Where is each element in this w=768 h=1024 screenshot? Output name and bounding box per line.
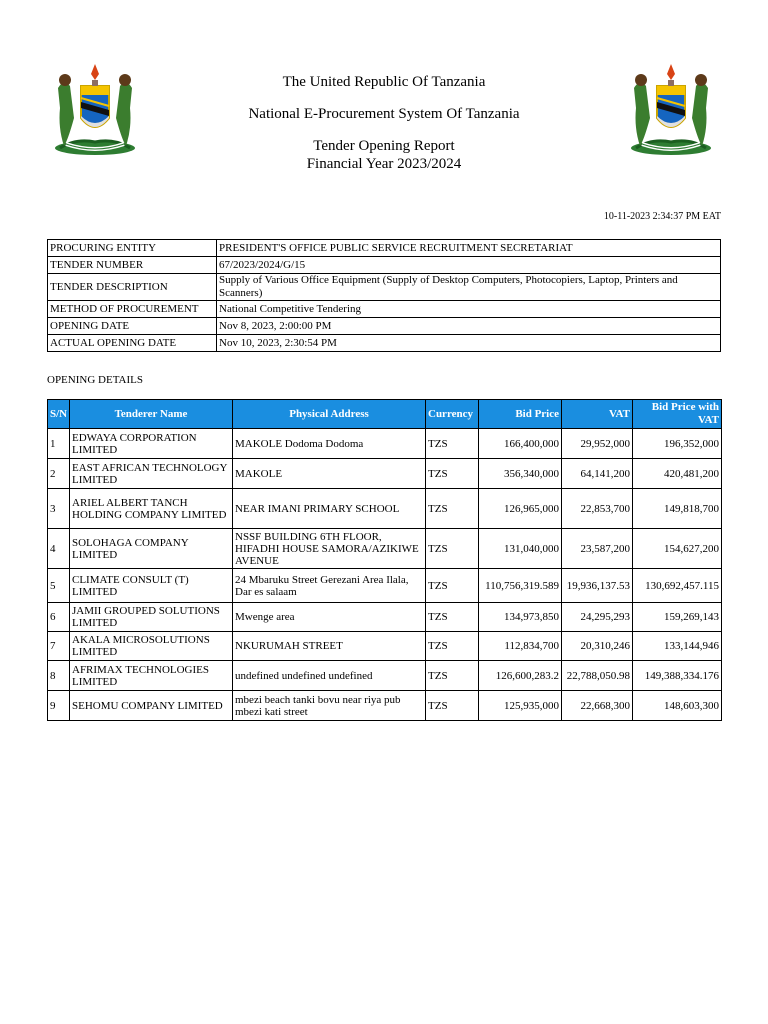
cell-bid-price: 125,935,000 [479,691,562,721]
cell-address: NKURUMAH STREET [233,632,426,661]
table-row [48,459,722,489]
info-label: TENDER NUMBER [48,257,217,274]
info-row [48,301,721,318]
cell-currency: TZS [426,603,479,632]
info-label: ACTUAL OPENING DATE [48,335,217,352]
cell-tenderer: ARIEL ALBERT TANCH HOLDING COMPANY LIMITED [70,489,233,529]
info-label: METHOD OF PROCUREMENT [48,301,217,318]
cell-bid-price: 126,965,000 [479,489,562,529]
cell-bid-price: 110,756,319.589 [479,569,562,603]
cell-tenderer: SEHOMU COMPANY LIMITED [70,691,233,721]
header-title-report: Tender Opening Report [313,138,455,154]
table-row [48,429,722,459]
info-value: PRESIDENT'S OFFICE PUBLIC SERVICE RECRUITMENT SECRETARIAT [217,240,721,257]
header-title-year: Financial Year 2023/2024 [306,156,462,172]
cell-bid-price-vat: 149,818,700 [633,489,722,529]
cell-tenderer: AKALA MICROSOLUTIONS LIMITED [70,632,233,661]
info-value: 67/2023/2024/G/15 [217,257,721,274]
col-header-currency: Currency [426,400,479,429]
cell-vat: 20,310,246 [562,632,633,661]
cell-vat: 22,853,700 [562,489,633,529]
cell-vat: 19,936,137.53 [562,569,633,603]
cell-sn: 7 [48,632,70,661]
section-title: OPENING DETAILS [47,374,143,386]
cell-sn: 3 [48,489,70,529]
cell-bid-price-vat: 159,269,143 [633,603,722,632]
col-header-bid-price-vat: Bid Price with VAT [633,400,722,429]
table-row [48,569,722,603]
cell-address: NEAR IMANI PRIMARY SCHOOL [233,489,426,529]
table-row [48,529,722,569]
cell-tenderer: JAMII GROUPED SOLUTIONS LIMITED [70,603,233,632]
cell-vat: 22,668,300 [562,691,633,721]
cell-vat: 23,587,200 [562,529,633,569]
cell-sn: 4 [48,529,70,569]
report-timestamp: 10-11-2023 2:34:37 PM EAT [603,211,721,222]
cell-bid-price: 134,973,850 [479,603,562,632]
table-row [48,489,722,529]
cell-bid-price: 126,600,283.2 [479,661,562,691]
cell-currency: TZS [426,661,479,691]
cell-vat: 29,952,000 [562,429,633,459]
cell-address: MAKOLE Dodoma Dodoma [233,429,426,459]
cell-sn: 9 [48,691,70,721]
info-row [48,257,721,274]
col-header-vat: VAT [562,400,633,429]
info-value: National Competitive Tendering [217,301,721,318]
cell-sn: 2 [48,459,70,489]
bids-table [47,399,722,721]
cell-address: undefined undefined undefined [233,661,426,691]
cell-bid-price: 131,040,000 [479,529,562,569]
info-value: Nov 10, 2023, 2:30:54 PM [217,335,721,352]
cell-vat: 24,295,293 [562,603,633,632]
cell-currency: TZS [426,429,479,459]
info-row [48,318,721,335]
cell-bid-price-vat: 154,627,200 [633,529,722,569]
col-header-address: Physical Address [233,400,426,429]
info-row [48,240,721,257]
info-label: TENDER DESCRIPTION [48,274,217,301]
cell-bid-price: 112,834,700 [479,632,562,661]
cell-tenderer: SOLOHAGA COMPANY LIMITED [70,529,233,569]
cell-currency: TZS [426,489,479,529]
bids-header-row [48,400,722,429]
col-header-tenderer: Tenderer Name [70,400,233,429]
info-row [48,335,721,352]
cell-bid-price-vat: 196,352,000 [633,429,722,459]
cell-sn: 1 [48,429,70,459]
header-title-system: National E-Procurement System Of Tanzania [248,106,520,122]
cell-bid-price-vat: 130,692,457.115 [633,569,722,603]
table-row [48,691,722,721]
col-header-bid-price: Bid Price [479,400,562,429]
cell-tenderer: AFRIMAX TECHNOLOGIES LIMITED [70,661,233,691]
col-header-sn: S/N [48,400,70,429]
info-label: OPENING DATE [48,318,217,335]
cell-bid-price: 356,340,000 [479,459,562,489]
cell-bid-price-vat: 148,603,300 [633,691,722,721]
info-value: Supply of Various Office Equipment (Supply of Desktop Computers, Photocopiers, Laptop, Printers and Scanners) [217,274,721,301]
cell-bid-price-vat: 420,481,200 [633,459,722,489]
cell-bid-price-vat: 149,388,334.176 [633,661,722,691]
cell-currency: TZS [426,569,479,603]
table-row [48,632,722,661]
cell-currency: TZS [426,632,479,661]
cell-sn: 8 [48,661,70,691]
cell-sn: 5 [48,569,70,603]
cell-bid-price-vat: 133,144,946 [633,632,722,661]
cell-address: Mwenge area [233,603,426,632]
cell-address: MAKOLE [233,459,426,489]
cell-sn: 6 [48,603,70,632]
cell-currency: TZS [426,529,479,569]
table-row [48,661,722,691]
cell-currency: TZS [426,691,479,721]
header-title-country: The United Republic Of Tanzania [282,74,486,90]
cell-currency: TZS [426,459,479,489]
table-row [48,603,722,632]
cell-address: 24 Mbaruku Street Gerezani Area Ilala, Dar es salaam [233,569,426,603]
cell-bid-price: 166,400,000 [479,429,562,459]
cell-tenderer: EDWAYA CORPORATION LIMITED [70,429,233,459]
info-label: PROCURING ENTITY [48,240,217,257]
cell-tenderer: CLIMATE CONSULT (T) LIMITED [70,569,233,603]
cell-vat: 22,788,050.98 [562,661,633,691]
info-row [48,274,721,301]
cell-address: mbezi beach tanki bovu near riya pub mbezi kati street [233,691,426,721]
cell-vat: 64,141,200 [562,459,633,489]
info-value: Nov 8, 2023, 2:00:00 PM [217,318,721,335]
cell-tenderer: EAST AFRICAN TECHNOLOGY LIMITED [70,459,233,489]
tender-info-table [47,239,721,352]
cell-address: NSSF BUILDING 6TH FLOOR, HIFADHI HOUSE SAMORA/AZIKIWE AVENUE [233,529,426,569]
